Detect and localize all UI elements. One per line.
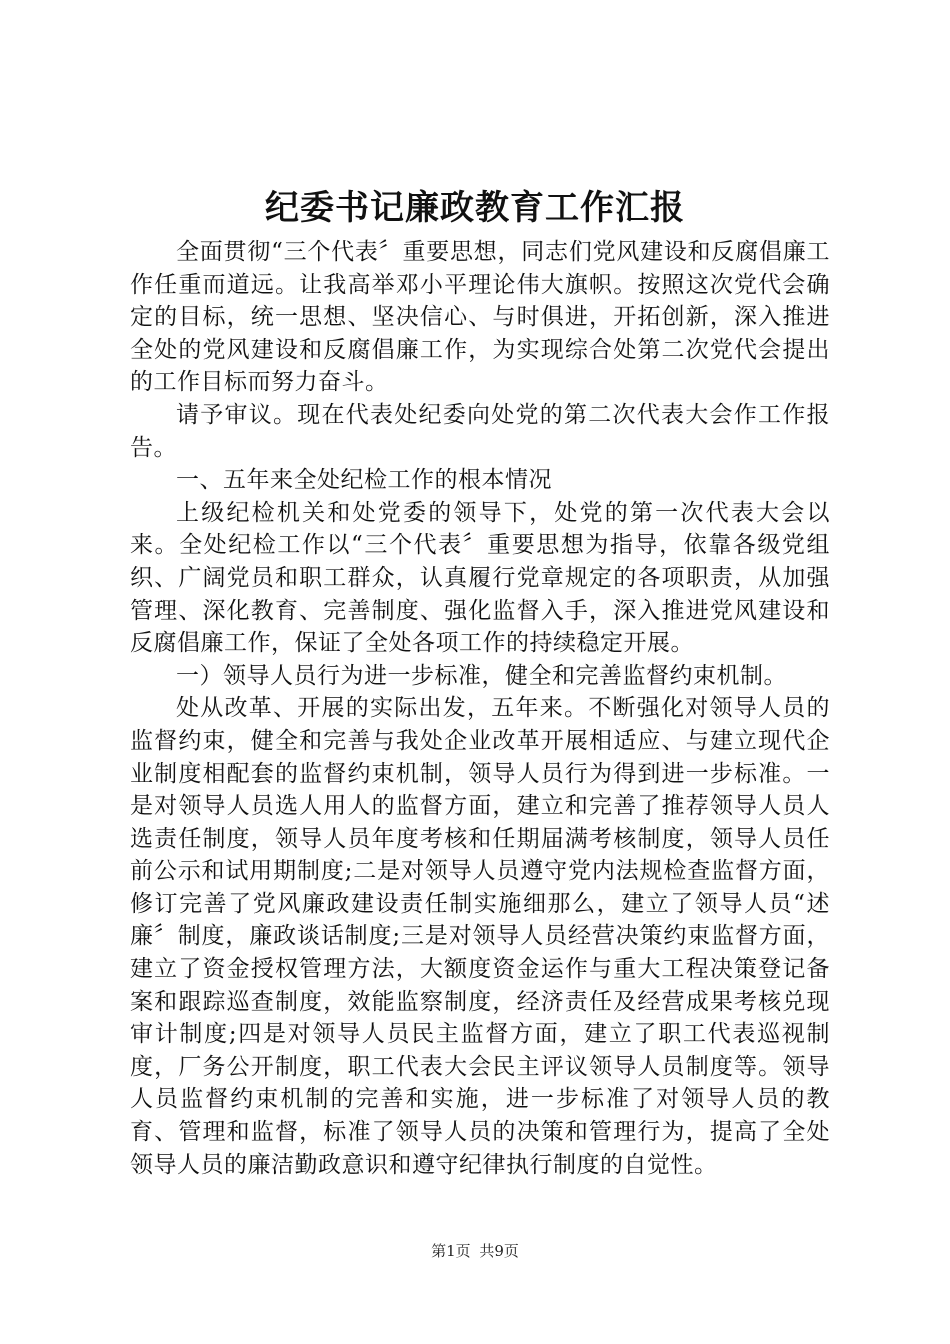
section-heading-1: 一、五年来全处纪检工作的根本情况: [176, 467, 552, 494]
page-number-total: 共9页: [479, 1242, 519, 1260]
paragraph-intro: 全面贯彻“三个代表〞重要思想，同志们党风建设和反腐倡廉工作任重而道远。让我高举邓小平理论伟大旗帜。按照这次党代会确定的目标，统一思想、坚决信心、与时俱进，开拓创新，深入推进全处的党风建设和反腐倡廉工作，为实现综合处第二次党代会提出的工作目标而努力奋斗。: [130, 239, 830, 396]
paragraph-overview: 上级纪检机关和处党委的领导下，处党的第一次代表大会以来。全处纪检工作以“三个代表〞重要思想为指导，依靠各级党组织、广阔党员和职工群众，认真履行党章规定的各项职责，从加强管理、深化教育、完善制度、强化监督入手，深入推进党风建设和反腐倡廉工作，保证了全处各项工作的持续稳定开展。: [130, 499, 830, 657]
subsection-heading-1: 一）领导人员行为进一步标准，健全和完善监督约束机制。: [176, 662, 787, 689]
document-title: 纪委书记廉政教育工作汇报: [265, 188, 685, 228]
page-number-current: 第1页: [431, 1242, 471, 1260]
document-body: [130, 236, 830, 1181]
page-footer: [0, 1241, 950, 1261]
paragraph-review: 请予审议。现在代表处纪委向处党的第二次代表大会作工作报告。: [130, 401, 830, 461]
paragraph-supervision: 处从改革、开展的实际出发，五年来。不断强化对领导人员的监督约束，健全和完善与我处企业改革开展相适应、与建立现代企业制度相配套的监督约束机制，领导人员行为得到进一步标准。一是对领导人员选人用人的监督方面，建立和完善了推荐领导人员人选责任制度，领导人员年度考核和任期届满考核制度，领导人员任前公示和试用期制度;二是对领导人员遵守党内法规检查监督方面，修订完善了党风廉政建设责任制实施细那么，建立了领导人员“述廉〞制度，廉政谈话制度;三是对领导人员经营决策约束监督方面，建立了资金授权管理方法，大额度资金运作与重大工程决策登记备案和跟踪巡查制度，效能监察制度，经济责任及经营成果考核兑现审计制度;四是对领导人员民主监督方面，建立了职工代表巡视制度，厂务公开制度，职工代表大会民主评议领导人员制度等。领导人员监督约束机制的完善和实施，进一步标准了对领导人员的教育、管理和监督，标准了领导人员的决策和管理行为，提高了全处领导人员的廉洁勤政意识和遵守纪律执行制度的自觉性。: [130, 695, 830, 1178]
